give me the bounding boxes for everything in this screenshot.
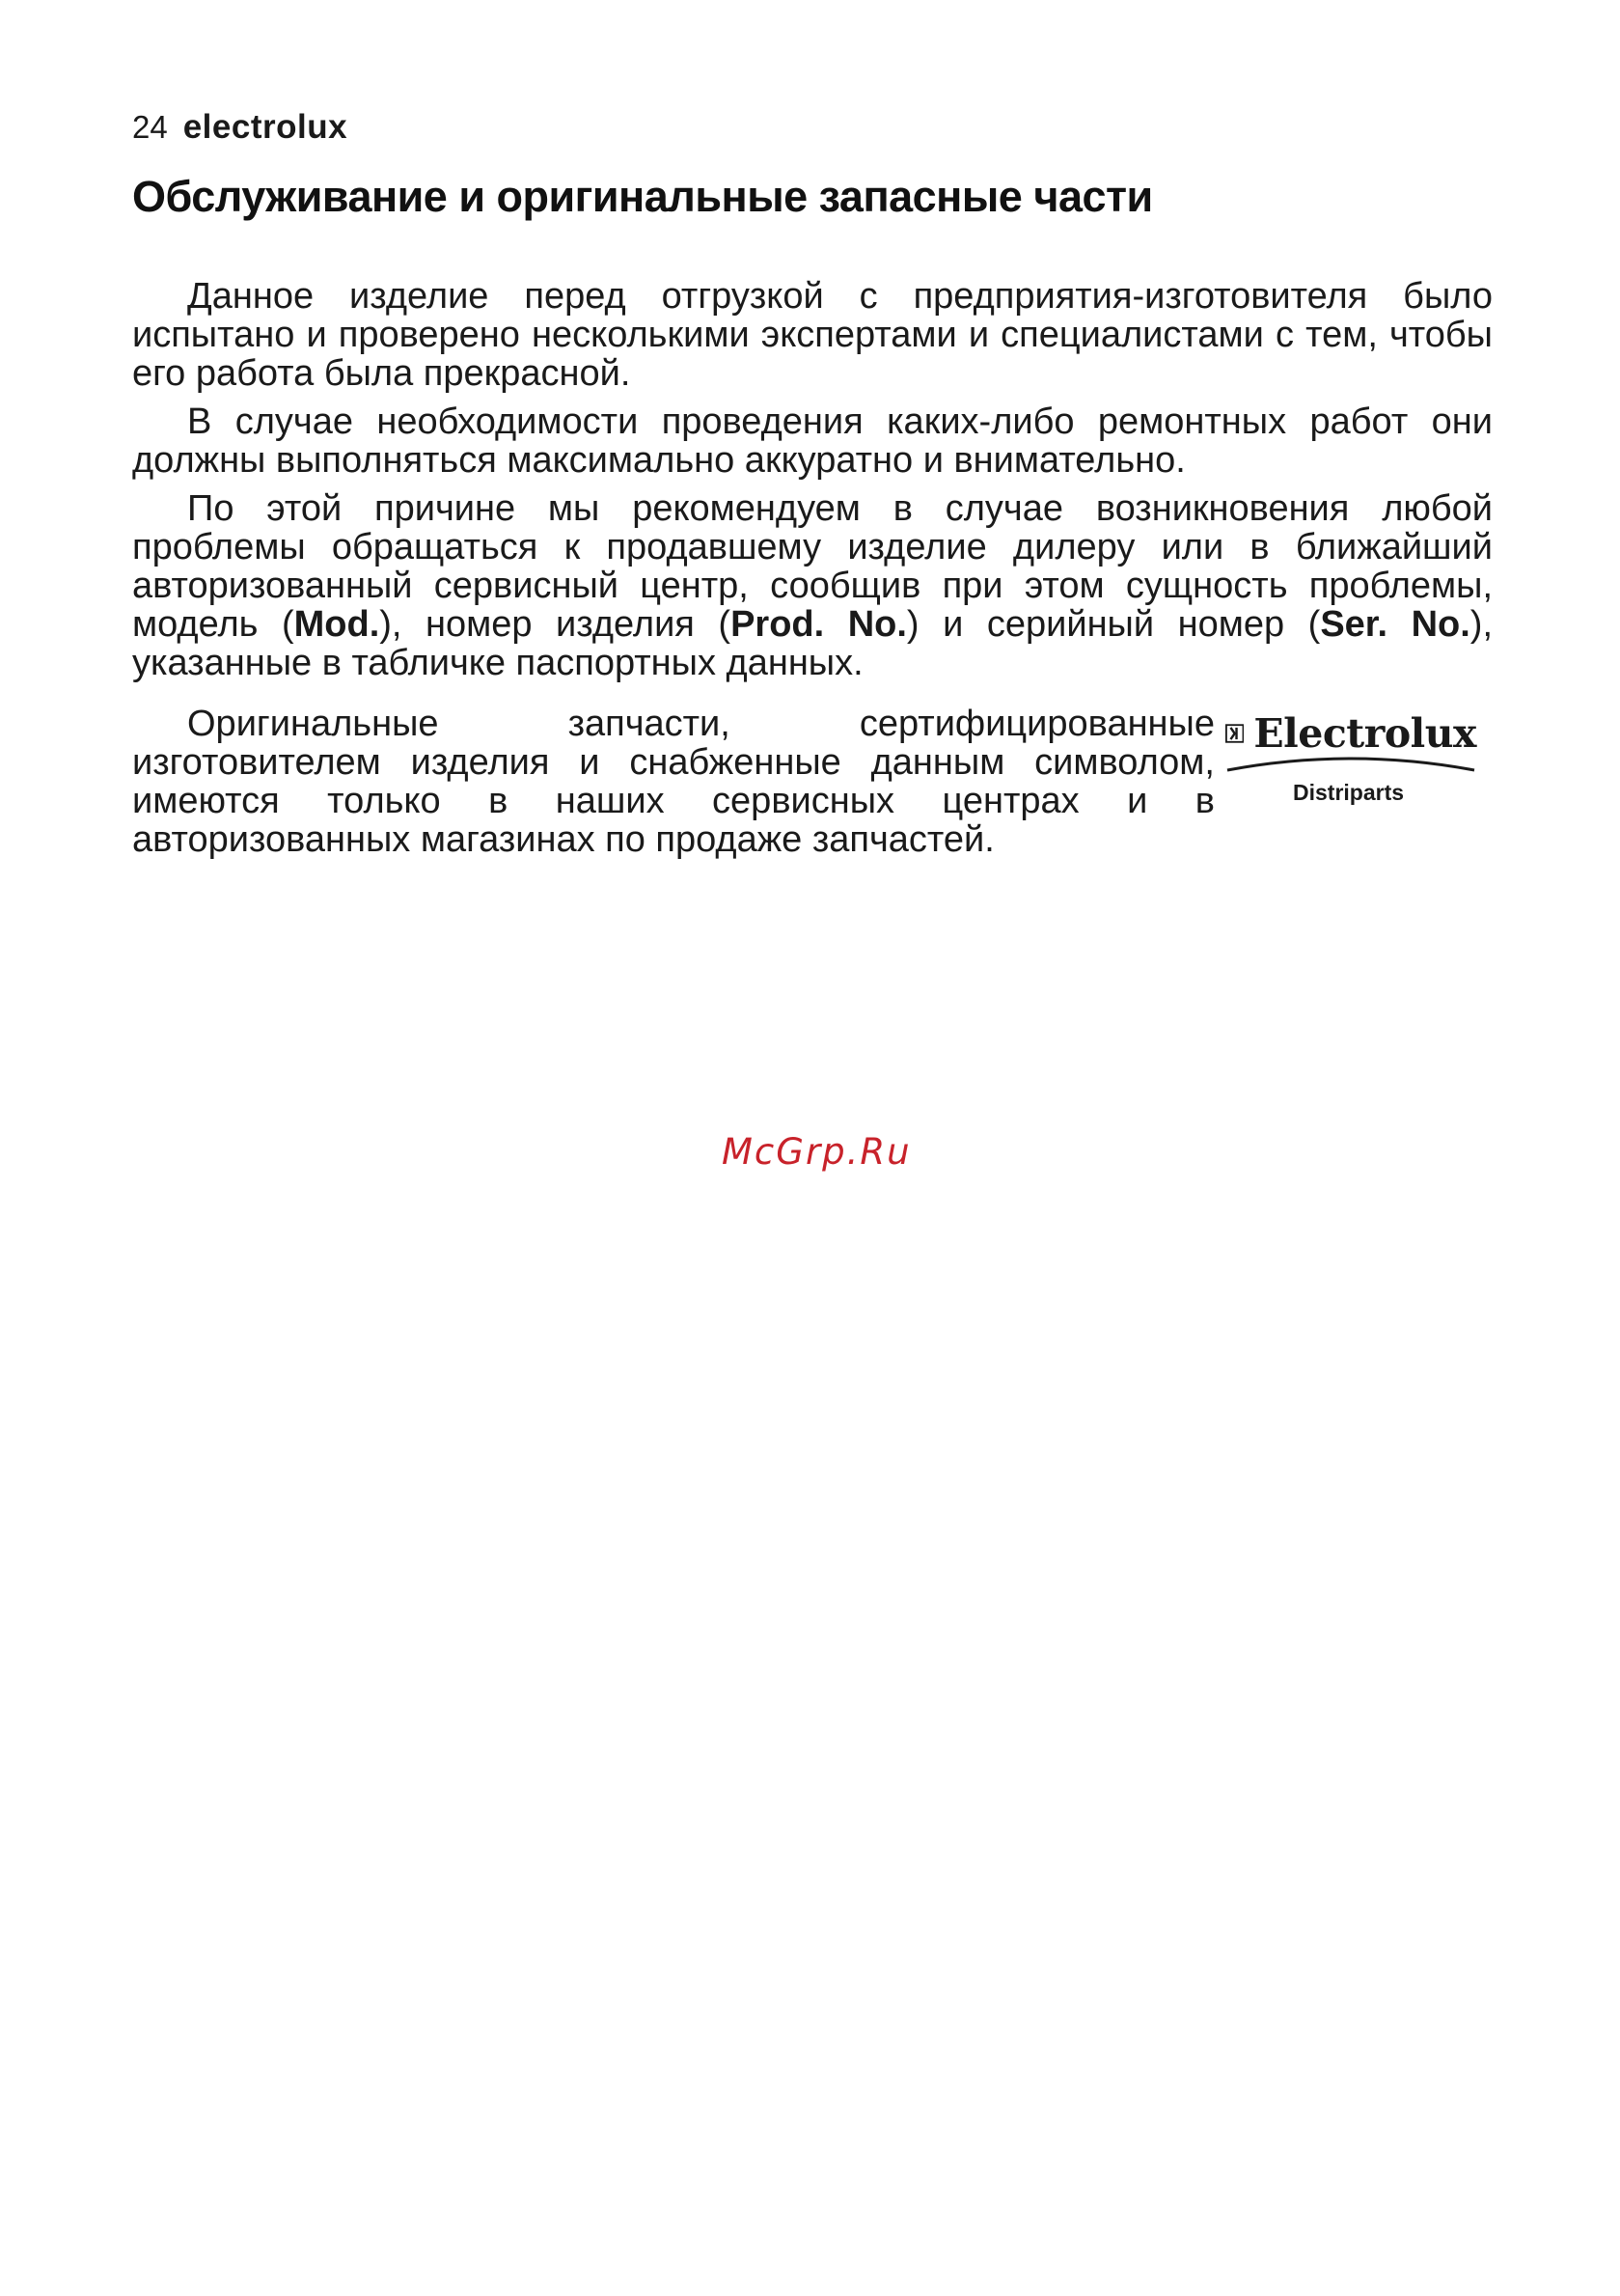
logo-swoosh (1225, 753, 1476, 776)
logo-subtitle: Distriparts (1293, 780, 1405, 805)
paragraph-3-part-4: ), указанные в табличке паспортных данных. (132, 604, 1494, 683)
electrolux-distriparts-logo (1225, 712, 1476, 818)
paragraph-3-part-3: ) и серийный номер ( (906, 604, 1321, 645)
product-number-label: Prod. No. (730, 604, 907, 645)
paragraph-2: В случае необходимости проведения каких-либо ремонтных работ они должны выполняться максимально аккуратно и внимательно. (132, 401, 1493, 481)
watermark: McGrp.Ru (722, 1131, 912, 1173)
paragraph-1: Данное изделие перед отгрузкой с предприятия-изготовителя было испытано и проверено несколькими экспертами и специалистами с тем, чтобы его работа была прекрасной. (132, 276, 1493, 394)
paragraph-3 (132, 489, 1493, 682)
brand-name: electrolux (182, 108, 348, 146)
serial-number-label: Ser. No. (1320, 604, 1470, 645)
electrolux-mark-icon (1225, 718, 1244, 749)
paragraph-3-part-2: ), номер изделия ( (379, 604, 731, 645)
page-header (132, 108, 347, 147)
page-title: Обслуживание и оригинальные запасные части (132, 172, 1153, 221)
body-text (132, 277, 1493, 692)
paragraph-4: Оригинальные запчасти, сертифицированные изготовителем изделия и снабженные данным символом, имеются только в наших сервисных центрах и в авторизованных магазинах по продаже запчастей. (132, 704, 1215, 860)
paragraph-3-part-1: По этой причине мы рекомендуем в случае возникновения любой проблемы обращаться к продавшему изделие дилеру или в ближайший авторизованный сервисный центр, сообщив при этом сущность проблемы, модель ( (132, 488, 1493, 645)
logo-wordmark: Electrolux (1253, 710, 1476, 757)
model-label: Mod. (293, 604, 380, 645)
page-number: 24 (132, 109, 168, 145)
logo-row (1225, 712, 1476, 755)
